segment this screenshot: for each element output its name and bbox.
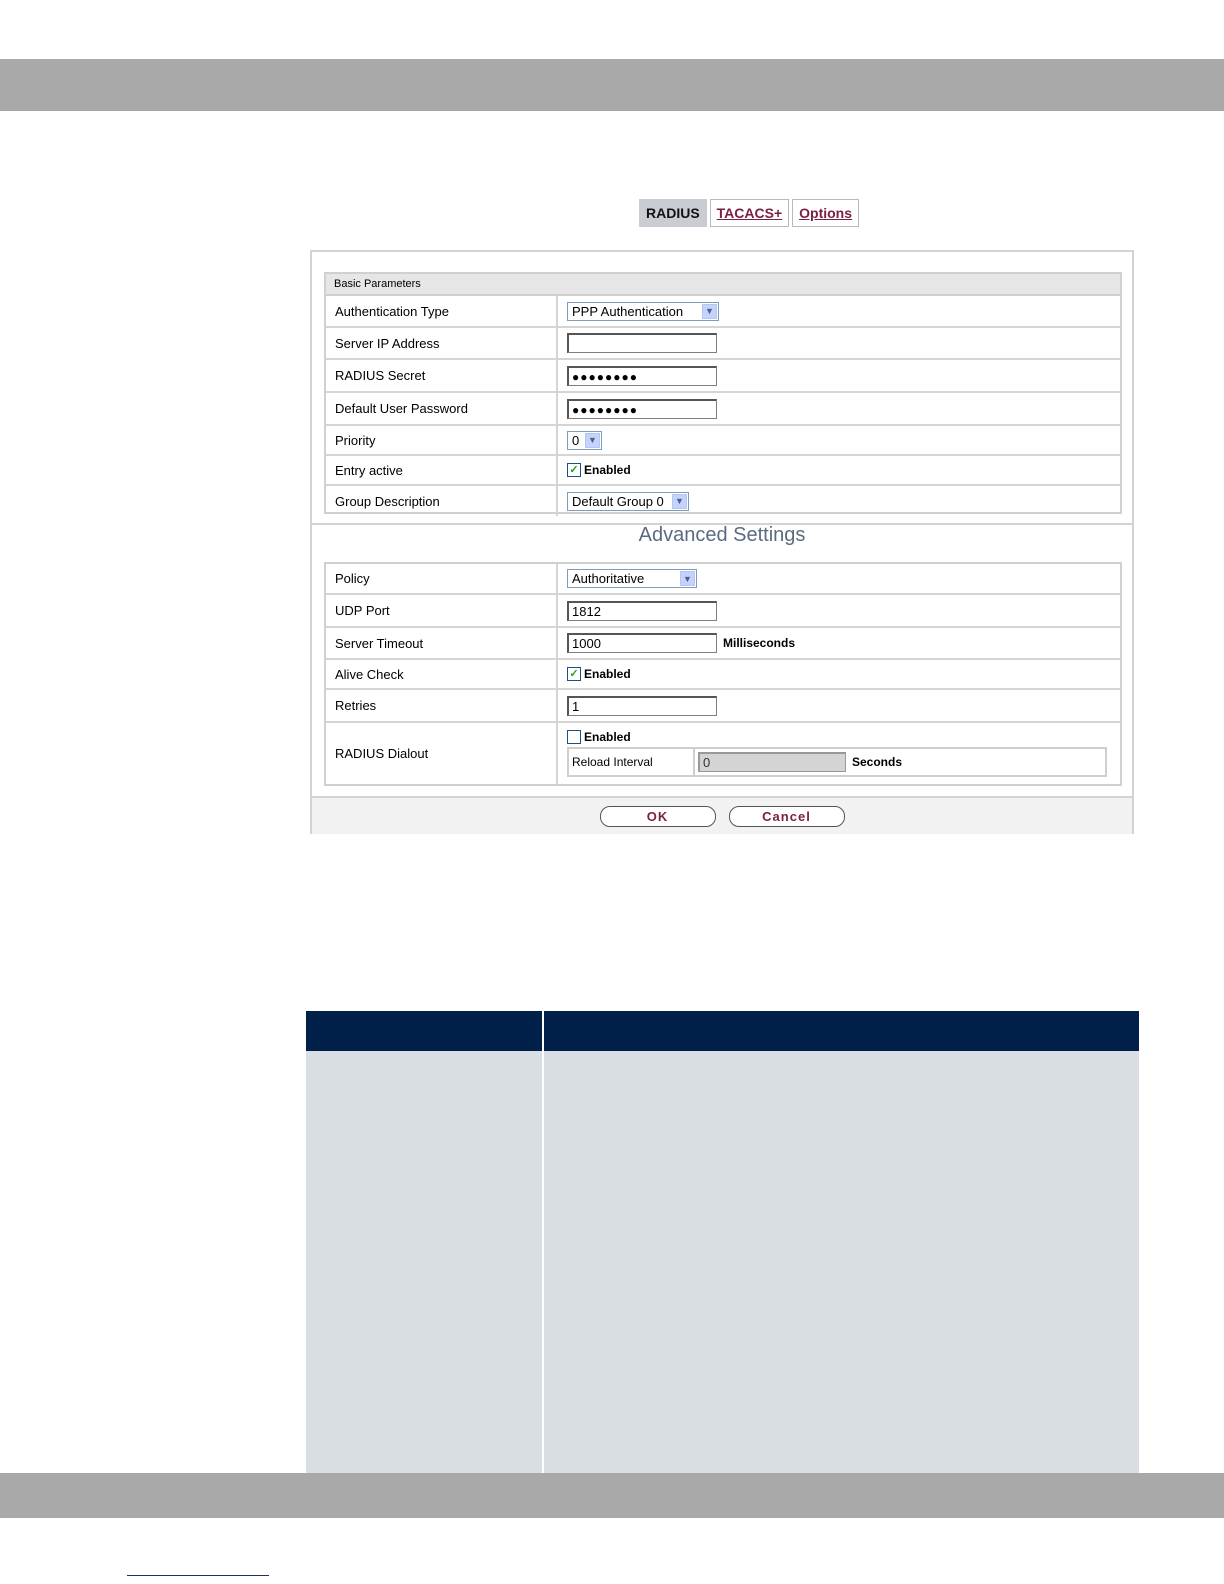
button-bar xyxy=(312,796,1132,834)
table-row xyxy=(306,1051,1139,1473)
alive-check-checkbox[interactable] xyxy=(567,667,631,681)
policy-select[interactable] xyxy=(567,569,697,588)
unit-label: Seconds xyxy=(852,755,903,769)
description-table xyxy=(306,1011,1139,1473)
table-header xyxy=(306,1011,1139,1051)
checkbox-label: Enabled xyxy=(584,463,631,477)
footer-bar xyxy=(0,1473,1224,1518)
checkmark-icon: ✓ xyxy=(567,667,581,681)
field-label: UDP Port xyxy=(326,595,558,626)
field-label: Alive Check xyxy=(326,660,558,688)
row-alive-check xyxy=(326,660,1120,690)
field-label: Policy xyxy=(326,564,558,593)
footer-rule xyxy=(127,1575,269,1576)
tab-radius[interactable]: RADIUS xyxy=(639,199,707,227)
tab-tacacs[interactable]: TACACS+ xyxy=(710,199,789,227)
checkmark-icon: ✓ xyxy=(567,463,581,477)
checkbox-empty-icon xyxy=(567,730,581,744)
entry-active-checkbox[interactable] xyxy=(567,463,631,477)
row-server-timeout xyxy=(326,628,1120,660)
select-value: Default Group 0 xyxy=(572,493,664,509)
row-radius-secret xyxy=(326,360,1120,393)
field-label: Authentication Type xyxy=(326,296,558,326)
server-ip-input[interactable] xyxy=(567,333,717,353)
advanced-settings-title: Advanced Settings xyxy=(638,524,806,546)
chevron-down-icon: ▼ xyxy=(702,304,717,319)
row-priority xyxy=(326,426,1120,456)
chevron-down-icon: ▼ xyxy=(672,494,687,509)
field-label: Server IP Address xyxy=(326,328,558,358)
radius-secret-input[interactable]: ●●●●●●●● xyxy=(567,366,717,386)
field-label: Group Description xyxy=(326,486,558,516)
retries-input[interactable]: 1 xyxy=(567,696,717,716)
field-label: RADIUS Secret xyxy=(326,360,558,391)
table-cell xyxy=(306,1051,544,1473)
table-header-cell xyxy=(544,1011,1139,1051)
row-radius-dialout xyxy=(326,723,1120,784)
reload-interval-box xyxy=(567,747,1107,777)
tab-options[interactable]: Options xyxy=(792,199,859,227)
field-label: Server Timeout xyxy=(326,628,558,658)
section-header: Basic Parameters xyxy=(326,274,1120,296)
row-default-user-password xyxy=(326,393,1120,426)
table-header-cell xyxy=(306,1011,544,1051)
priority-select[interactable] xyxy=(567,431,602,450)
row-retries xyxy=(326,690,1120,723)
ok-button[interactable]: OK xyxy=(600,806,716,827)
server-timeout-input[interactable]: 1000 xyxy=(567,633,717,653)
field-label: Entry active xyxy=(326,456,558,484)
select-value: Authoritative xyxy=(572,571,645,586)
row-entry-active xyxy=(326,456,1120,486)
chevron-down-icon: ▼ xyxy=(680,571,695,586)
group-description-select[interactable] xyxy=(567,492,689,511)
row-server-ip xyxy=(326,328,1120,360)
reload-interval-input: 0 xyxy=(698,752,846,772)
row-udp-port xyxy=(326,595,1120,628)
row-group-description xyxy=(326,486,1120,516)
authentication-type-select[interactable] xyxy=(567,302,719,321)
row-policy xyxy=(326,564,1120,595)
table-cell xyxy=(544,1051,1139,1473)
reload-interval-label: Reload Interval xyxy=(569,749,695,775)
field-label: Priority xyxy=(326,426,558,454)
checkbox-label: Enabled xyxy=(584,667,631,681)
field-label: Default User Password xyxy=(326,393,558,424)
radius-dialout-checkbox[interactable] xyxy=(567,730,631,744)
select-value: 0 xyxy=(572,432,580,448)
field-label: Retries xyxy=(326,690,558,721)
tab-bar xyxy=(639,199,859,227)
cancel-button[interactable]: Cancel xyxy=(729,806,845,827)
udp-port-input[interactable]: 1812 xyxy=(567,601,717,621)
select-value: PPP Authentication xyxy=(572,303,684,319)
field-label: RADIUS Dialout xyxy=(326,723,558,784)
advanced-settings-section xyxy=(324,562,1122,786)
basic-parameters-section xyxy=(324,272,1122,514)
chevron-down-icon: ▼ xyxy=(585,433,600,448)
row-authentication-type xyxy=(326,296,1120,328)
unit-label: Milliseconds xyxy=(723,636,796,650)
checkbox-label: Enabled xyxy=(584,730,631,744)
default-user-password-input[interactable]: ●●●●●●●● xyxy=(567,399,717,419)
header-bar xyxy=(0,59,1224,111)
radius-config-panel xyxy=(310,250,1134,834)
